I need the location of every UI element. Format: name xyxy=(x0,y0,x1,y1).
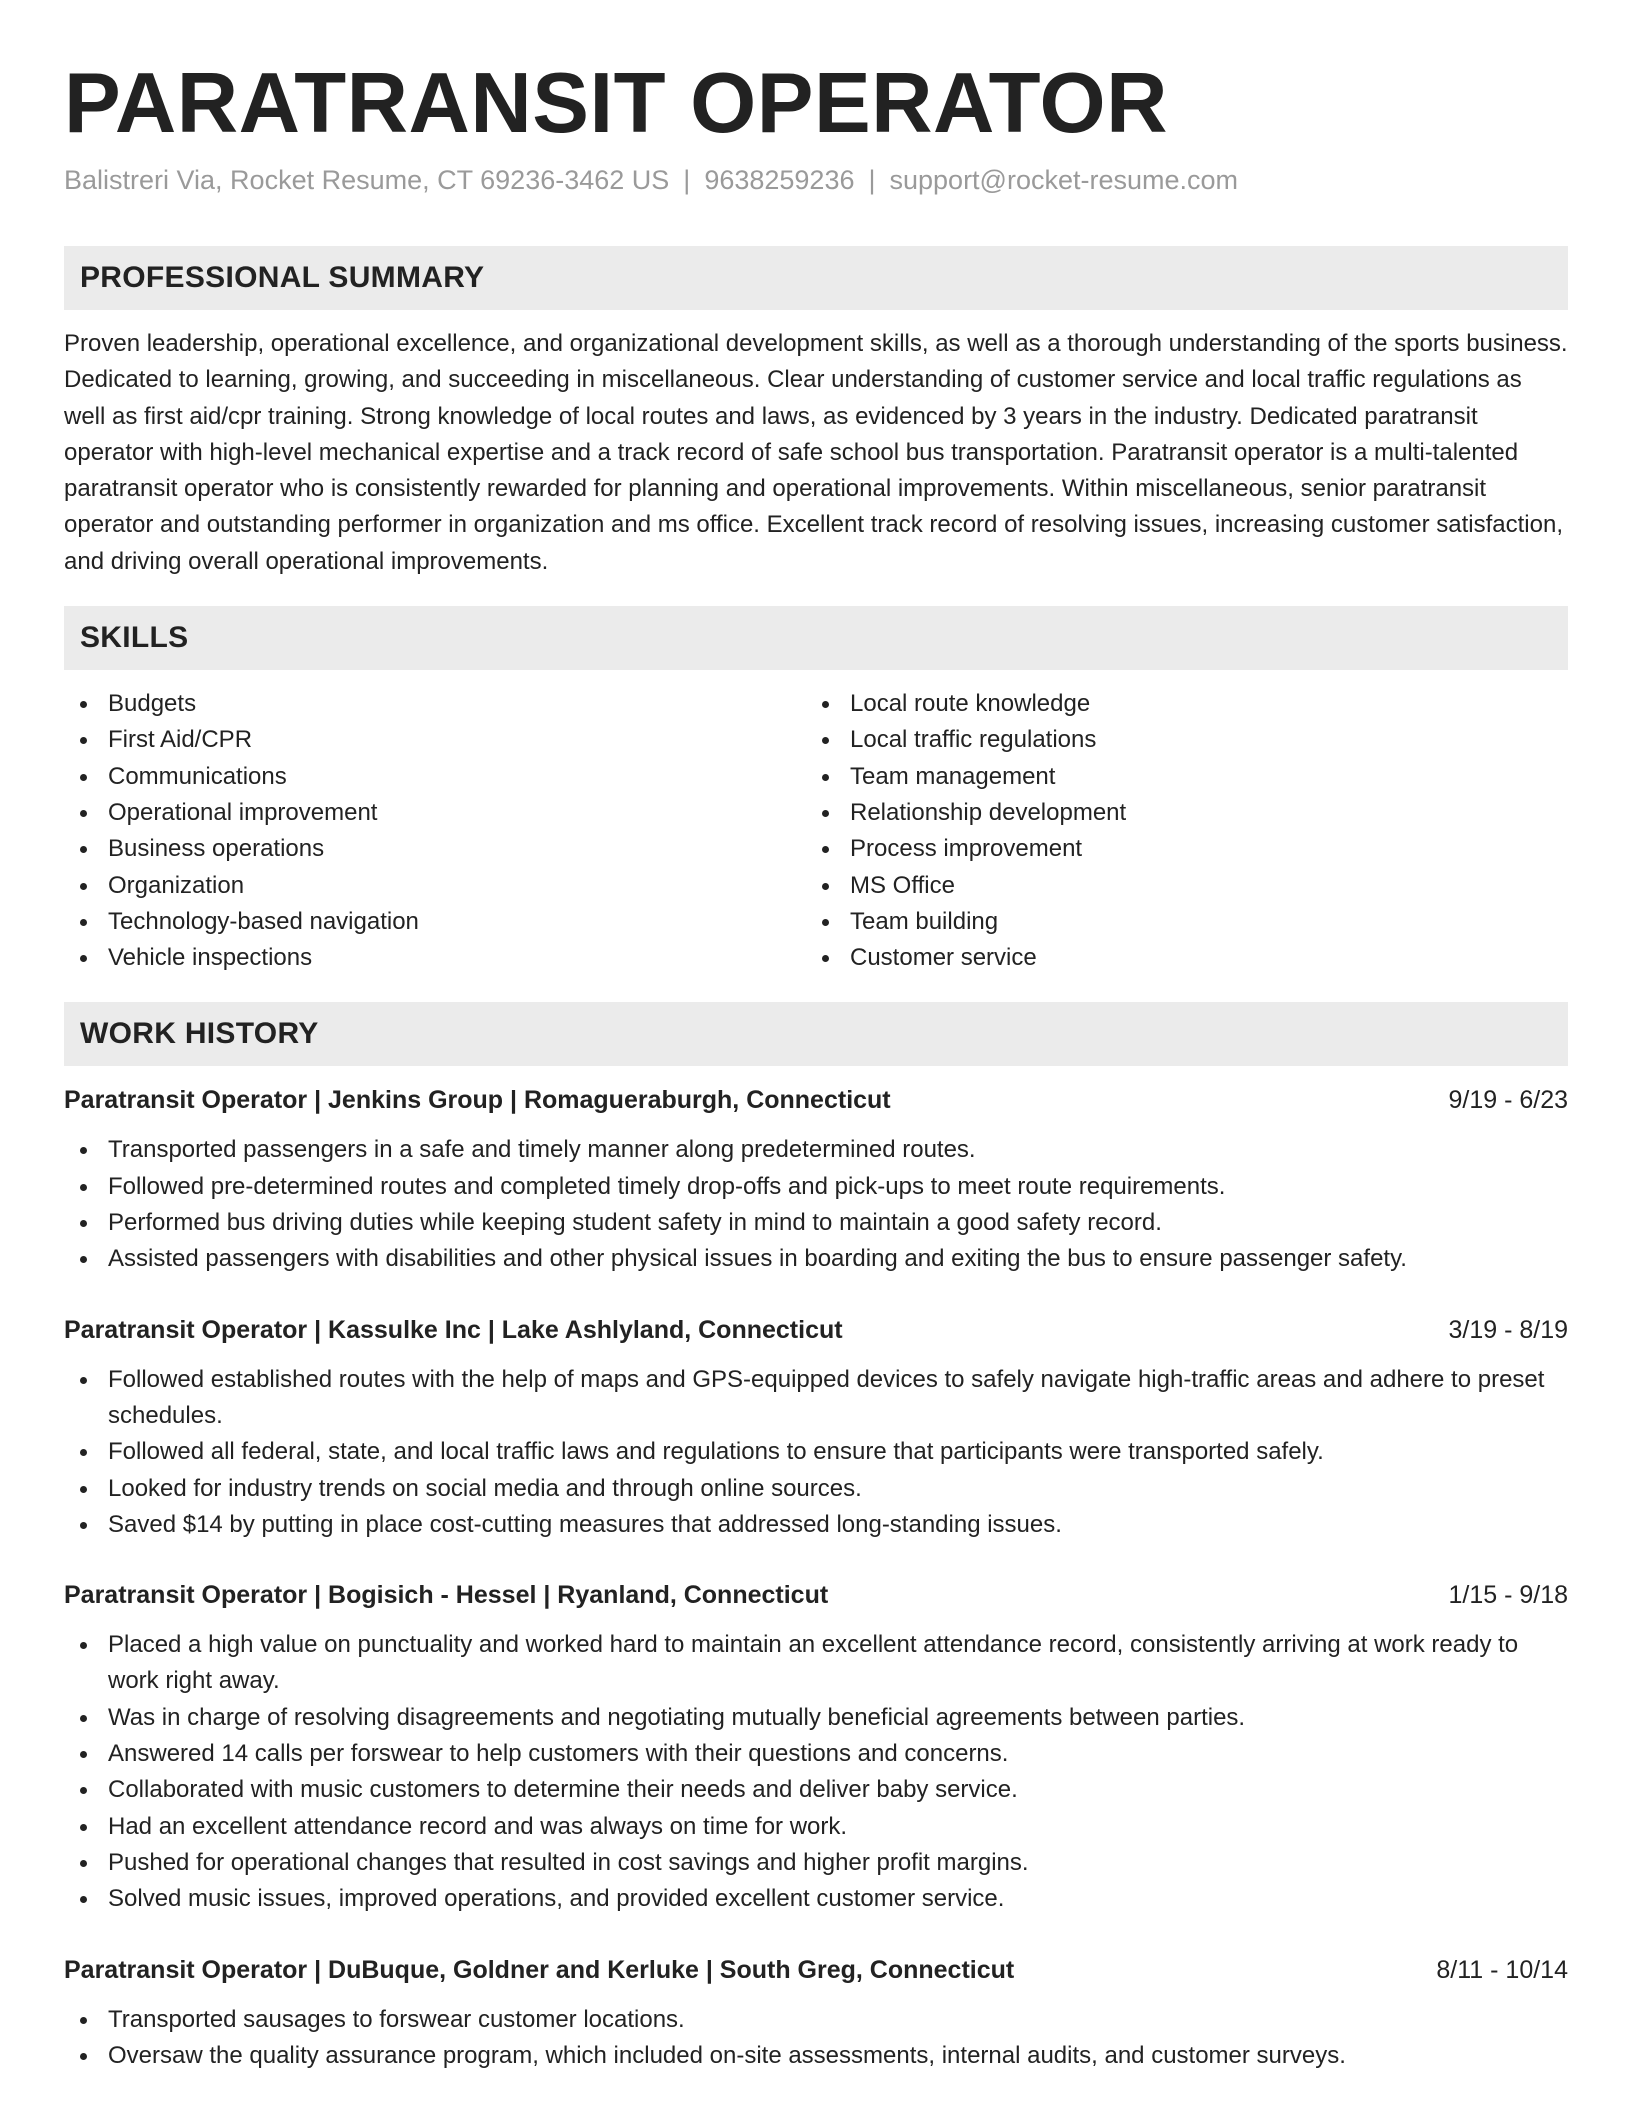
skill-item: Process improvement xyxy=(806,831,1548,867)
job-bullet: Saved $14 by putting in place cost-cutting measures that addressed long-standing issues. xyxy=(64,1507,1568,1543)
job-bullet: Answered 14 calls per forswear to help customers with their questions and concerns. xyxy=(64,1736,1568,1772)
skills-column-right xyxy=(806,686,1548,976)
job-bullet: Looked for industry trends on social media and through online sources. xyxy=(64,1471,1568,1507)
skill-item: Team management xyxy=(806,759,1548,795)
skill-item: Vehicle inspections xyxy=(64,940,806,976)
contact-address: Balistreri Via, Rocket Resume, CT 69236-3462 US xyxy=(64,165,670,195)
skill-item: Communications xyxy=(64,759,806,795)
job-bullet: Solved music issues, improved operations, and provided excellent customer service. xyxy=(64,1881,1568,1917)
job-header xyxy=(64,1952,1568,1988)
job-entry xyxy=(64,1312,1568,1543)
job-bullet: Oversaw the quality assurance program, which included on-site assessments, internal audits, and customer surveys. xyxy=(64,2038,1568,2074)
section-header-professional-summary: PROFESSIONAL SUMMARY xyxy=(64,246,1568,310)
job-entry xyxy=(64,1952,1568,2075)
job-bullet: Assisted passengers with disabilities and other physical issues in boarding and exiting the bus to ensure passenger safety. xyxy=(64,1241,1568,1277)
resume-name: PARATRANSIT OPERATOR xyxy=(64,56,1169,151)
contact-line xyxy=(64,162,1568,198)
job-dates: 9/19 - 6/23 xyxy=(1448,1086,1568,1115)
job-bullet: Placed a high value on punctuality and worked hard to maintain an excellent attendance record, consistently arriving at work ready to work right away. xyxy=(64,1627,1568,1700)
contact-separator: | xyxy=(683,165,691,195)
contact-email: support@rocket-resume.com xyxy=(889,165,1239,195)
job-bullets xyxy=(64,1627,1568,1917)
job-bullets xyxy=(64,1362,1568,1543)
job-entry xyxy=(64,1082,1568,1277)
job-header xyxy=(64,1082,1568,1118)
job-bullets xyxy=(64,2002,1568,2075)
job-header xyxy=(64,1312,1568,1348)
job-bullet: Transported sausages to forswear customer locations. xyxy=(64,2002,1568,2038)
job-title: Paratransit Operator | DuBuque, Goldner and Kerluke | South Greg, Connecticut xyxy=(64,1955,1015,1984)
job-dates: 8/11 - 10/14 xyxy=(1436,1955,1568,1984)
skill-item: Local route knowledge xyxy=(806,686,1548,722)
job-bullet: Had an excellent attendance record and was always on time for work. xyxy=(64,1809,1568,1845)
skill-item: Local traffic regulations xyxy=(806,722,1548,758)
contact-phone: 9638259236 xyxy=(704,165,855,195)
professional-summary-text: Proven leadership, operational excellence, and organizational development skills, as well as a thorough understanding of the sports business. Dedicated to learning, growing, and succeeding in miscellaneous. Clear understanding of customer service and local traffic regulations as well as first aid/cpr training. Strong knowledge of local routes and laws, as evidenced by 3 years in the industry. Dedicated paratransit operator with high-level mechanical expertise and a track record of safe school bus transportation. Paratransit operator is a multi-talented paratransit operator who is consistently rewarded for planning and operational improvements. Within miscellaneous, senior paratransit operator and outstanding performer in organization and ms office. Excellent track record of resolving issues, increasing customer satisfaction, and driving overall operational improvements. xyxy=(64,330,1568,575)
job-entry xyxy=(64,1577,1568,1917)
job-bullet: Followed pre-determined routes and completed timely drop-offs and pick-ups to meet route requirements. xyxy=(64,1169,1568,1205)
job-bullet: Transported passengers in a safe and timely manner along predetermined routes. xyxy=(64,1132,1568,1168)
job-dates: 3/19 - 8/19 xyxy=(1448,1315,1568,1344)
job-bullet: Collaborated with music customers to determine their needs and deliver baby service. xyxy=(64,1772,1568,1808)
job-title: Paratransit Operator | Jenkins Group | Romagueraburgh, Connecticut xyxy=(64,1086,891,1115)
skill-item: First Aid/CPR xyxy=(64,722,806,758)
job-bullet: Followed all federal, state, and local traffic laws and regulations to ensure that participants were transported safely. xyxy=(64,1434,1568,1470)
skills-list xyxy=(64,686,1568,976)
skill-item: MS Office xyxy=(806,868,1548,904)
job-bullets xyxy=(64,1132,1568,1277)
job-bullet: Performed bus driving duties while keeping student safety in mind to maintain a good safety record. xyxy=(64,1205,1568,1241)
skills-column-left xyxy=(64,686,806,976)
skill-item: Budgets xyxy=(64,686,806,722)
section-header-skills: SKILLS xyxy=(64,606,1568,670)
contact-separator: | xyxy=(868,165,876,195)
skill-item: Organization xyxy=(64,868,806,904)
skill-item: Relationship development xyxy=(806,795,1548,831)
job-bullet: Pushed for operational changes that resulted in cost savings and higher profit margins. xyxy=(64,1845,1568,1881)
skill-item: Customer service xyxy=(806,940,1548,976)
job-header xyxy=(64,1577,1568,1613)
skill-item: Operational improvement xyxy=(64,795,806,831)
section-header-work-history: WORK HISTORY xyxy=(64,1002,1568,1066)
job-title: Paratransit Operator | Kassulke Inc | Lake Ashlyland, Connecticut xyxy=(64,1315,843,1344)
skill-item: Team building xyxy=(806,904,1548,940)
job-bullet: Followed established routes with the help of maps and GPS-equipped devices to safely navigate high-traffic areas and adhere to preset schedules. xyxy=(64,1362,1568,1435)
skill-item: Technology-based navigation xyxy=(64,904,806,940)
job-title: Paratransit Operator | Bogisich - Hessel | Ryanland, Connecticut xyxy=(64,1581,829,1610)
job-dates: 1/15 - 9/18 xyxy=(1448,1581,1568,1610)
skill-item: Business operations xyxy=(64,831,806,867)
job-bullet: Was in charge of resolving disagreements and negotiating mutually beneficial agreements between parties. xyxy=(64,1700,1568,1736)
